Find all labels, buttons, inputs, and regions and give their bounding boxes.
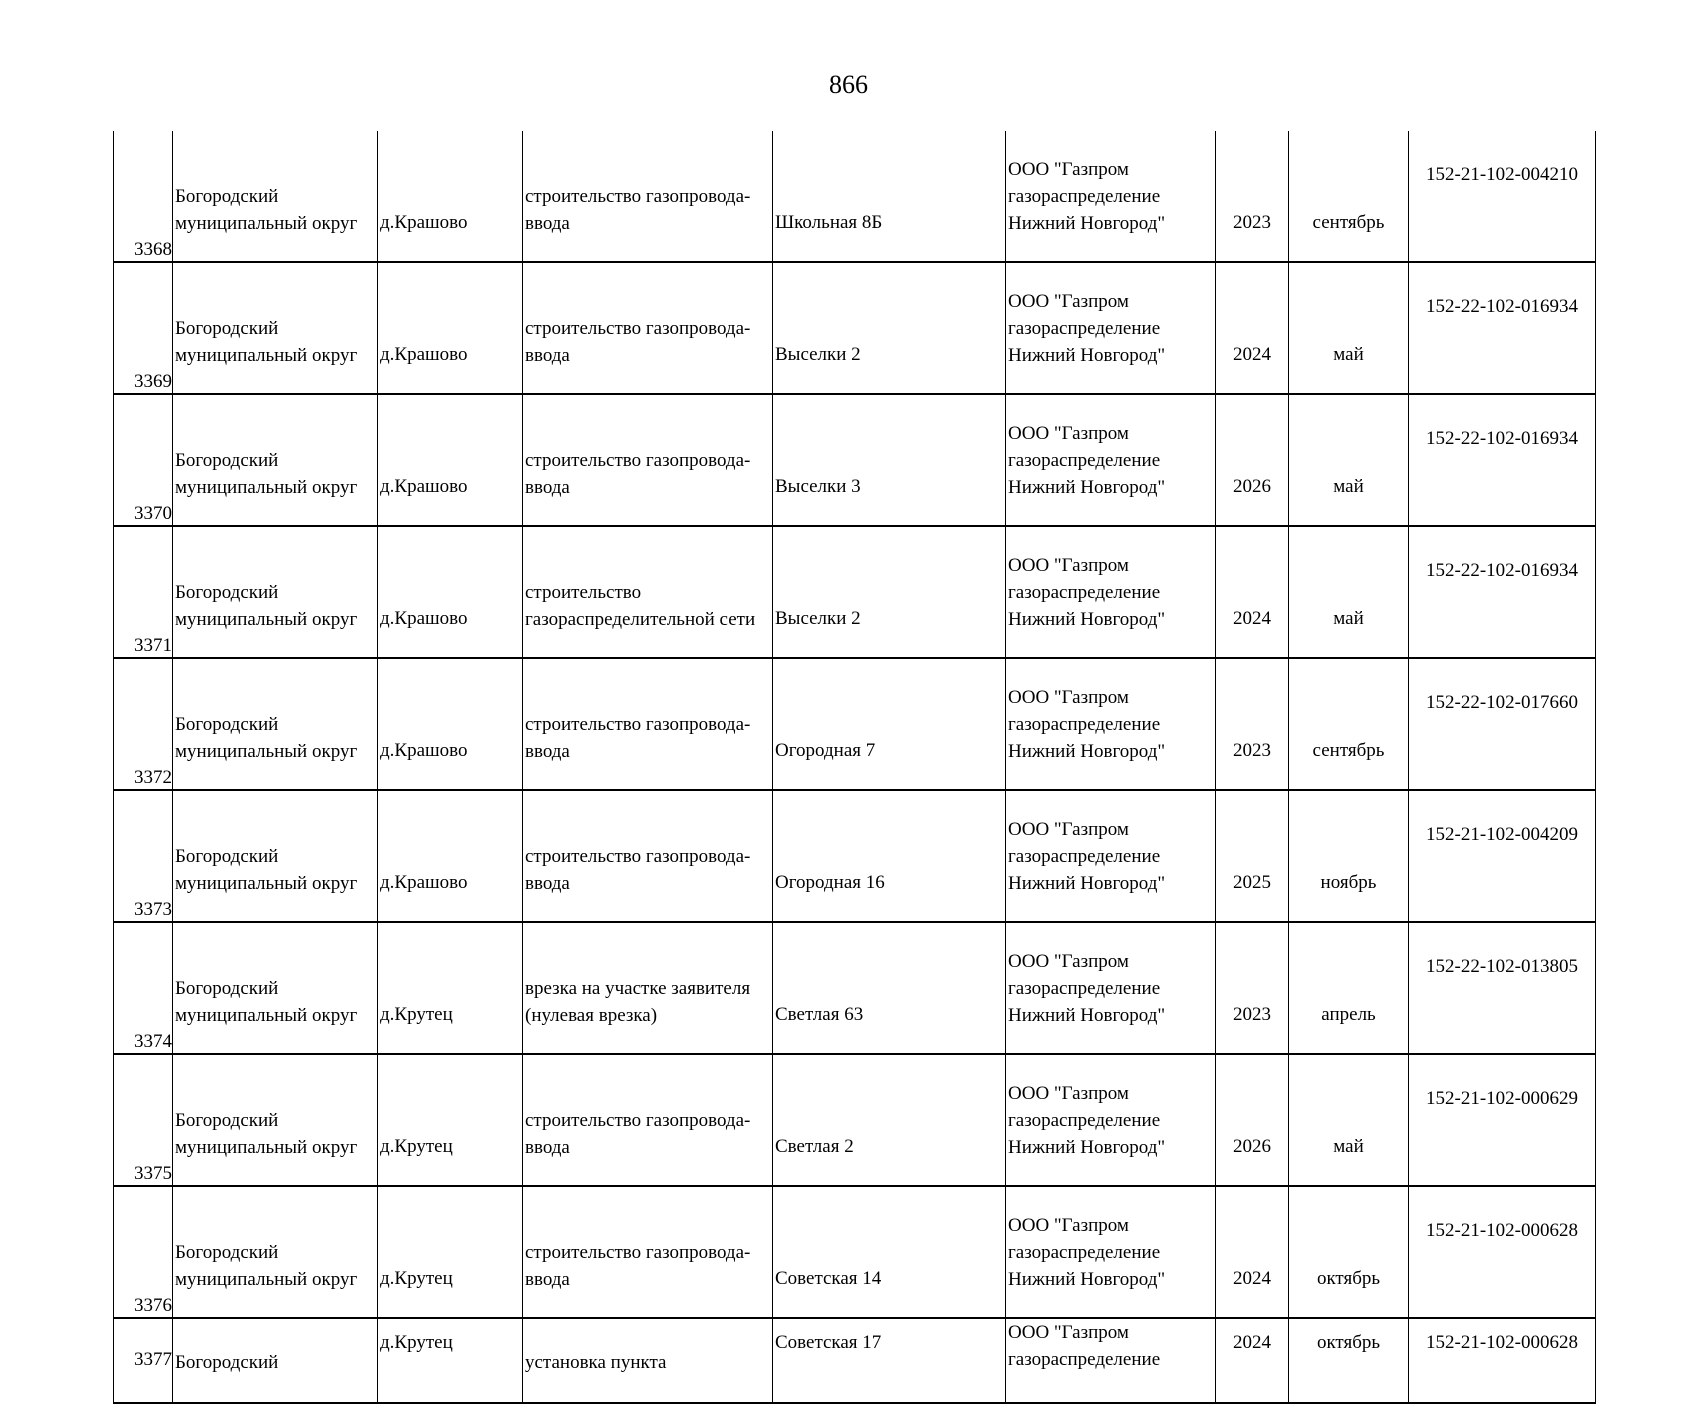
district: Богородский муниципальный округ (175, 845, 358, 894)
application-code: 152-22-102-016934 (1426, 296, 1578, 317)
row-number-cell (114, 131, 173, 262)
address: Выселки 3 (775, 475, 861, 497)
page-number: 866 (829, 70, 868, 99)
application-code: 152-22-102-016934 (1426, 428, 1578, 449)
month-cell (1289, 1186, 1409, 1318)
work-type: установка пункта (525, 1352, 667, 1373)
month: май (1333, 343, 1364, 365)
settlement-cell (378, 394, 523, 526)
address: Выселки 2 (775, 343, 861, 365)
code-cell (1409, 790, 1596, 922)
work-type: строительство газопровода- ввода (525, 1109, 751, 1158)
row-number: 3376 (134, 1295, 172, 1316)
organization: ООО "Газпром газораспределение Нижний Новгород" (1008, 1214, 1166, 1290)
district: Богородский муниципальный округ (175, 1241, 358, 1290)
organization-cell (1006, 262, 1216, 394)
settlement: д.Крутец (380, 1332, 453, 1353)
code-cell (1409, 658, 1596, 790)
year: 2024 (1233, 1267, 1271, 1289)
table-body (114, 131, 1596, 1403)
district-cell (173, 526, 378, 658)
settlement: д.Крашово (380, 739, 468, 761)
organization: ООО "Газпром газораспределение Нижний Новгород" (1008, 290, 1166, 366)
month-cell (1289, 131, 1409, 262)
code-cell (1409, 131, 1596, 262)
settlement-cell (378, 790, 523, 922)
year: 2023 (1233, 739, 1271, 761)
settlement: д.Крашово (380, 211, 468, 233)
work-cell (523, 790, 773, 922)
organization: ООО "Газпром газораспределение Нижний Новгород" (1008, 554, 1166, 630)
address-cell (773, 131, 1006, 262)
year-cell (1216, 526, 1289, 658)
year-cell (1216, 790, 1289, 922)
settlement-cell (378, 526, 523, 658)
month: ноябрь (1320, 871, 1377, 893)
year: 2023 (1233, 211, 1271, 233)
gas-connection-table (113, 131, 1596, 1404)
district: Богородский муниципальный округ (175, 185, 358, 234)
district: Богородский муниципальный округ (175, 317, 358, 366)
address: Светлая 63 (775, 1003, 864, 1025)
month-cell (1289, 790, 1409, 922)
row-number: 3377 (134, 1349, 172, 1370)
work-type: строительство газопровода- ввода (525, 1241, 751, 1290)
district: Богородский муниципальный округ (175, 449, 358, 498)
address: Огородная 16 (775, 871, 885, 893)
year: 2024 (1233, 1332, 1271, 1353)
year: 2026 (1233, 1135, 1271, 1157)
month-cell (1289, 526, 1409, 658)
row-number: 3370 (134, 503, 172, 524)
row-number: 3369 (134, 371, 172, 392)
table-row (114, 394, 1596, 526)
address-cell (773, 1054, 1006, 1186)
month: май (1333, 1135, 1364, 1157)
settlement: д.Крашово (380, 343, 468, 365)
year-cell (1216, 394, 1289, 526)
settlement-cell (378, 922, 523, 1054)
month: октябрь (1316, 1267, 1381, 1289)
district: Богородский муниципальный округ (175, 1109, 358, 1158)
code-cell (1409, 1318, 1596, 1403)
settlement: д.Крашово (380, 607, 468, 629)
code-cell (1409, 1054, 1596, 1186)
year-cell (1216, 1318, 1289, 1403)
settlement: д.Крутец (380, 1003, 453, 1025)
year: 2026 (1233, 475, 1271, 497)
row-number-cell (114, 790, 173, 922)
row-number: 3374 (134, 1031, 172, 1052)
year: 2025 (1233, 871, 1271, 893)
organization-cell (1006, 658, 1216, 790)
organization-cell (1006, 131, 1216, 262)
month: апрель (1321, 1003, 1376, 1025)
table-row (114, 262, 1596, 394)
district: Богородский (175, 1352, 279, 1373)
organization-cell (1006, 790, 1216, 922)
work-type: строительство газопровода- ввода (525, 185, 751, 234)
work-cell (523, 394, 773, 526)
address-cell (773, 922, 1006, 1054)
table-row (114, 131, 1596, 262)
district-cell (173, 262, 378, 394)
work-type: строительство газопровода- ввода (525, 845, 751, 894)
organization-cell (1006, 1186, 1216, 1318)
year-cell (1216, 262, 1289, 394)
year-cell (1216, 922, 1289, 1054)
work-type: строительство газораспределительной сети (525, 581, 756, 630)
address: Светлая 2 (775, 1135, 854, 1157)
table-row-partial (114, 1318, 1596, 1403)
address: Советская 17 (775, 1332, 882, 1353)
organization: ООО "Газпром газораспределение Нижний Новгород" (1008, 818, 1166, 894)
row-number-cell (114, 394, 173, 526)
address-cell (773, 262, 1006, 394)
month: май (1333, 607, 1364, 629)
month: октябрь (1316, 1332, 1381, 1353)
settlement-cell (378, 262, 523, 394)
address: Выселки 2 (775, 607, 861, 629)
year-cell (1216, 658, 1289, 790)
work-cell (523, 1318, 773, 1403)
month-cell (1289, 1318, 1409, 1403)
work-cell (523, 658, 773, 790)
work-type: врезка на участке заявителя (нулевая врезка) (525, 977, 751, 1026)
month-cell (1289, 922, 1409, 1054)
month-cell (1289, 658, 1409, 790)
year-cell (1216, 1054, 1289, 1186)
organization: ООО "Газпром газораспределение Нижний Новгород" (1008, 1082, 1166, 1158)
table-row (114, 790, 1596, 922)
address-cell (773, 1318, 1006, 1403)
settlement-cell (378, 1186, 523, 1318)
work-cell (523, 1054, 773, 1186)
application-code: 152-21-102-004210 (1426, 164, 1578, 185)
application-code: 152-22-102-016934 (1426, 560, 1578, 581)
district-cell (173, 658, 378, 790)
application-code: 152-22-102-017660 (1426, 692, 1578, 713)
district-cell (173, 922, 378, 1054)
address-cell (773, 790, 1006, 922)
organization: ООО "Газпром газораспределение (1008, 1322, 1161, 1370)
row-number: 3368 (134, 239, 172, 260)
code-cell (1409, 922, 1596, 1054)
address-cell (773, 394, 1006, 526)
district-cell (173, 1186, 378, 1318)
application-code: 152-22-102-013805 (1426, 956, 1578, 977)
year: 2024 (1233, 607, 1271, 629)
address-cell (773, 526, 1006, 658)
code-cell (1409, 262, 1596, 394)
district-cell (173, 394, 378, 526)
organization-cell (1006, 922, 1216, 1054)
year: 2023 (1233, 1003, 1271, 1025)
table-row (114, 1054, 1596, 1186)
month: май (1333, 475, 1364, 497)
work-cell (523, 1186, 773, 1318)
organization: ООО "Газпром газораспределение Нижний Новгород" (1008, 158, 1166, 234)
application-code: 152-21-102-004209 (1426, 824, 1578, 845)
code-cell (1409, 394, 1596, 526)
settlement-cell (378, 658, 523, 790)
settlement: д.Крутец (380, 1267, 453, 1289)
application-code: 152-21-102-000628 (1426, 1332, 1578, 1353)
settlement: д.Крутец (380, 1135, 453, 1157)
organization-cell (1006, 1318, 1216, 1403)
district: Богородский муниципальный округ (175, 977, 358, 1026)
row-number: 3375 (134, 1163, 172, 1184)
month-cell (1289, 262, 1409, 394)
work-type: строительство газопровода- ввода (525, 713, 751, 762)
work-cell (523, 526, 773, 658)
row-number-cell (114, 922, 173, 1054)
application-code: 152-21-102-000629 (1426, 1088, 1578, 1109)
address: Советская 14 (775, 1267, 882, 1289)
organization-cell (1006, 1054, 1216, 1186)
work-type: строительство газопровода- ввода (525, 449, 751, 498)
settlement: д.Крашово (380, 871, 468, 893)
month-cell (1289, 394, 1409, 526)
month: сентябрь (1312, 211, 1385, 233)
work-cell (523, 922, 773, 1054)
organization-cell (1006, 526, 1216, 658)
work-cell (523, 131, 773, 262)
organization: ООО "Газпром газораспределение Нижний Новгород" (1008, 686, 1166, 762)
work-cell (523, 262, 773, 394)
district: Богородский муниципальный округ (175, 713, 358, 762)
table-row (114, 658, 1596, 790)
address-cell (773, 658, 1006, 790)
code-cell (1409, 1186, 1596, 1318)
address: Школьная 8Б (775, 211, 883, 233)
district: Богородский муниципальный округ (175, 581, 358, 630)
organization: ООО "Газпром газораспределение Нижний Новгород" (1008, 422, 1166, 498)
table-row (114, 922, 1596, 1054)
district-cell (173, 1054, 378, 1186)
settlement-cell (378, 1318, 523, 1403)
row-number-cell (114, 1186, 173, 1318)
district-cell (173, 131, 378, 262)
row-number-cell (114, 1054, 173, 1186)
row-number-cell (114, 262, 173, 394)
settlement-cell (378, 1054, 523, 1186)
settlement-cell (378, 131, 523, 262)
row-number: 3372 (134, 767, 172, 788)
month: сентябрь (1312, 739, 1385, 761)
district-cell (173, 790, 378, 922)
row-number: 3371 (134, 635, 172, 656)
year-cell (1216, 1186, 1289, 1318)
row-number: 3373 (134, 899, 172, 920)
address-cell (773, 1186, 1006, 1318)
table-row (114, 1186, 1596, 1318)
organization: ООО "Газпром газораспределение Нижний Новгород" (1008, 950, 1166, 1026)
application-code: 152-21-102-000628 (1426, 1220, 1578, 1241)
month-cell (1289, 1054, 1409, 1186)
address: Огородная 7 (775, 739, 876, 761)
code-cell (1409, 526, 1596, 658)
year-cell (1216, 131, 1289, 262)
row-number-cell (114, 1318, 173, 1403)
row-number-cell (114, 526, 173, 658)
district-cell (173, 1318, 378, 1403)
row-number-cell (114, 658, 173, 790)
year: 2024 (1233, 343, 1271, 365)
table-row (114, 526, 1596, 658)
organization-cell (1006, 394, 1216, 526)
work-type: строительство газопровода- ввода (525, 317, 751, 366)
settlement: д.Крашово (380, 475, 468, 497)
